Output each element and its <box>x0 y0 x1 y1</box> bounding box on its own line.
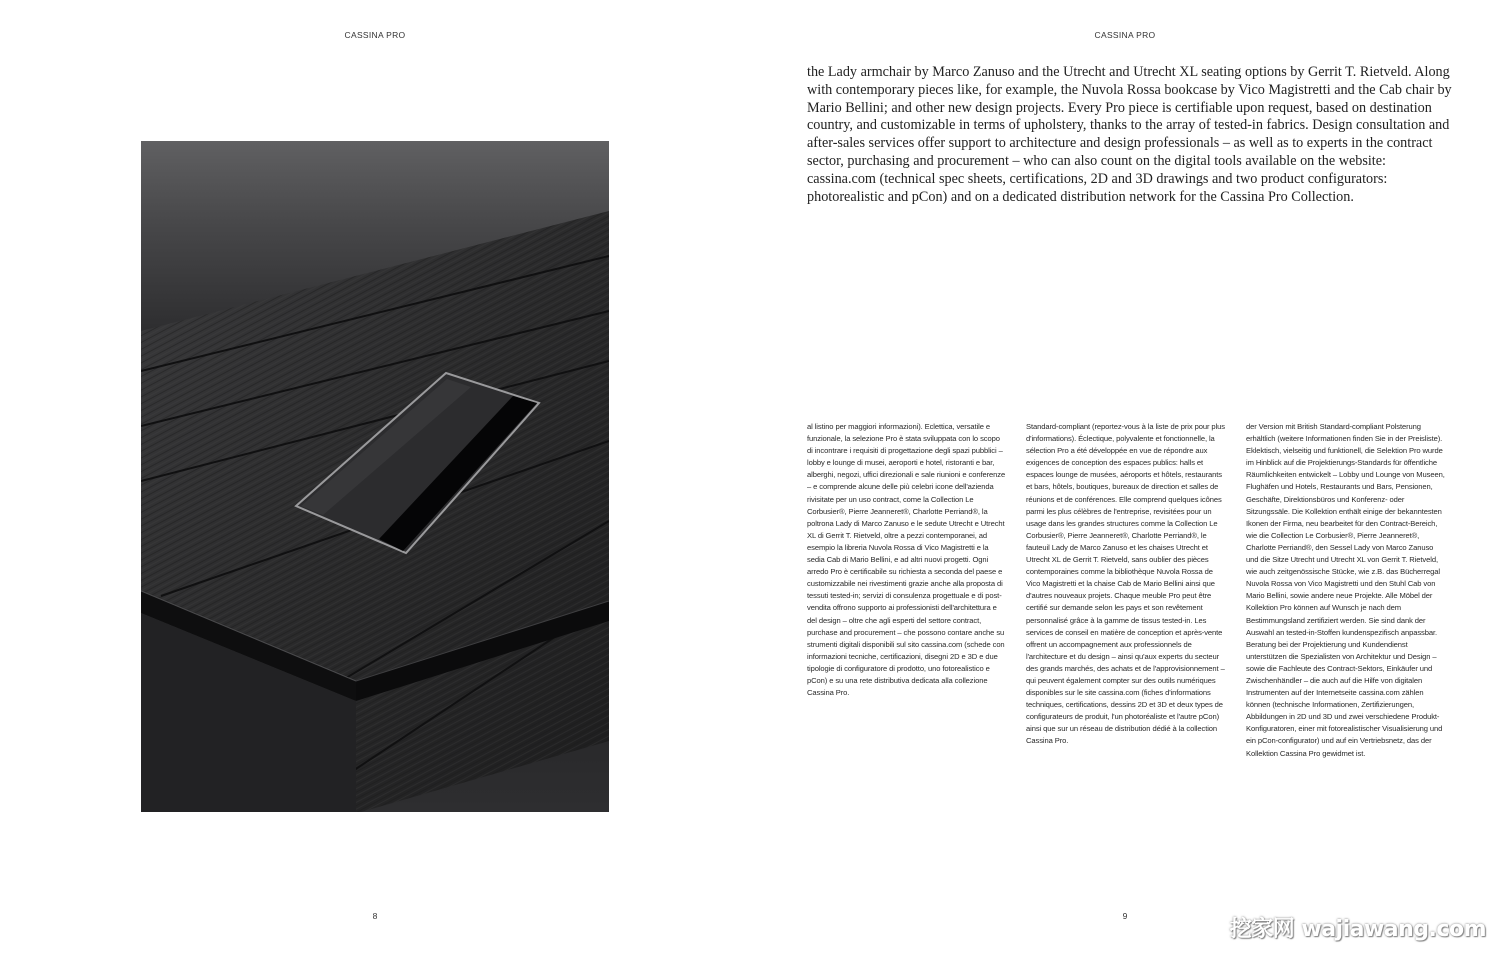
site-watermark: 挖家网 wajiawang.com <box>1229 917 1486 942</box>
running-head-left: CASSINA PRO <box>344 30 406 40</box>
italian-text-column: al listino per maggiori informazioni). Eclettica, versatile e funzionale, la selezione Pro è stata sviluppata con lo scopo di incontrare i requisiti di progettazione degli spazi pubblici – lobby e lounge di musei, aeroporti e hotel, ristoranti e bar, alberghi, negozi, uffici direzionali e sale riunioni e conferenze – e comprende alcune delle più celebri icone dell'azienda rivisitate per un uso contract, come la Collection Le Corbusier®, Pierre Jeanneret®, Charlotte Perriand®, la poltrona Lady di Marco Zanuso e le sedute Utrecht e Utrecht XL di Gerrit T. Rietveld, oltre a pezzi contemporanei, ad esempio la libreria Nuvola Rossa di Vico Magistretti e la sedia Cab di Mario Bellini, e ad altri nuovi progetti. Ogni arredo Pro è certificabile su richiesta a seconda del paese e customizzabile nei rivestimenti grazie anche alla proposta di tessuti tested-in; servizi di consulenza progettuale e di post-vendita offrono supporto ai professionisti dell'architettura e del design – oltre che agli esperti del settore contract, purchase and procurement – che possono contare anche su strumenti digitali disponibili sul sito cassina.com (schede con informazioni tecniche, certificazioni, disegni 2D e 3D e due tipologie di configuratore di prodotto, uno fotorealistico e pCon) e su una rete distributiva dedicata alla collezione Cassina Pro. <box>807 422 1006 698</box>
table-photo-illustration <box>141 141 609 812</box>
page-number-right: 9 <box>1122 911 1128 921</box>
english-lead-paragraph: the Lady armchair by Marco Zanuso and the Utrecht and Utrecht XL seating options by Gerrit T. Rietveld. Along with contemporary pieces like, for example, the Nuvola Rossa bookcase by Vico Magistretti and the Cab chair by Mario Bellini; and other new design projects. Every Pro piece is certifiable upon request, based on destination country, and customizable in terms of upholstery, thanks to the array of tested-in fabrics. Design consultation and after-sales services offer support to architecture and design professionals – as well as to experts in the contract sector, purchasing and procurement – who can also count on the digital tools available on the website: cassina.com (technical spec sheets, certifications, 2D and 3D drawings and two product configurators: photorealistic and pCon) and on a dedicated distribution network for the Cassina Pro Collection. <box>807 64 1452 205</box>
running-head-right: CASSINA PRO <box>1094 30 1156 40</box>
page-number-left: 8 <box>372 911 378 921</box>
german-text-column: der Version mit British Standard-compliant Polsterung erhältlich (weitere Informationen finden Sie in der Preisliste). Eklektisch, vielseitig und funktionell, die Selektion Pro wurde im Hinblick auf die Projektierungs-Standards für öffentliche Räumlichkeiten entwickelt – Lobby und Lounge von Museen, Flughäfen und Hotels, Restaurants und Bars, Pensionen, Geschäfte, Direktionsbüros und Konferenz- oder Sitzungssäle. Die Kollektion enthält einige der bekanntesten Ikonen der Firma, neu bearbeitet für den Contract-Bereich, wie die Collection Le Corbusier®, Pierre Jeanneret®, Charlotte Perriand®, den Sessel Lady von Marco Zanuso und die Sitze Utrecht und Utrecht XL von Gerrit T. Rietveld, wie auch zeitgenössische Stücke, wie z.B. das Bücherregal Nuvola Rossa von Vico Magistretti und den Stuhl Cab von Mario Bellini, sowie andere neue Projekte. Alle Möbel der Kollektion Pro können auf Wunsch je nach dem Bestimmungsland zertifiziert werden. Sie sind dank der Auswahl an tested-in-Stoffen kundenspezifisch anpassbar. Beratung bei der Projektierung und Kundendienst unterstützen die Spezialisten von Architektur und Design – sowie die Fachleute des Contract-Sektors, Einkäufer und Zwischenhändler – die auch auf die Hilfe von digitalen Instrumenten auf der Internetseite cassina.com zählen können (technische Informationen, Zertifizierungen, Abbildungen in 2D und 3D und zwei verschiedene Produkt-Konfiguratoren, einer mit fotorealistischer Visualisierung und ein pCon-configurator) und auf ein Vertriebsnetz, das der Kollektion Cassina Pro gewidmet ist. <box>1246 422 1445 758</box>
product-photo <box>141 141 609 812</box>
right-page <box>750 0 1500 953</box>
french-text-column: Standard-compliant (reportez-vous à la liste de prix pour plus d'informations). Éclectique, polyvalente et fonctionnelle, la sélection Pro a été développée en vue de répondre aux exigences de conception des espaces publics: halls et espaces lounge de musées, aéroports et hôtels, restaurants et bars, hôtels, boutiques, bureaux de direction et salles de réunions et de conférences. Elle comprend quelques icônes parmi les plus célèbres de l'entreprise, revisitées pour un usage dans les grandes structures comme la Collection Le Corbusier®, Pierre Jeanneret®, Charlotte Perriand®, le fauteuil Lady de Marco Zanuso et les chaises Utrecht et Utrecht XL de Gerrit T. Rietveld, sans oublier des pièces contemporaines comme la bibliothèque Nuvola Rossa de Vico Magistretti et la chaise Cab de Mario Bellini ainsi que d'autres nouveaux projets. Chaque meuble Pro peut être certifié sur demande selon les pays et son revêtement personnalisé grâce à la gamme de tissus tested-in. Les services de conseil en matière de conception et après-vente offrent un accompagnement aux professionnels de l'architecture et du design – ainsi qu'aux experts du secteur des grands marchés, des achats et de l'approvisionnement – qui peuvent également compter sur des outils numériques disponibles sur le site cassina.com (fiches d'informations techniques, certifications, dessins 2D et 3D et deux types de configurateurs de produit, l'un photoréaliste et l'autre pCon) ainsi que sur un réseau de distribution dédié à la collection Cassina Pro. <box>1026 422 1225 746</box>
